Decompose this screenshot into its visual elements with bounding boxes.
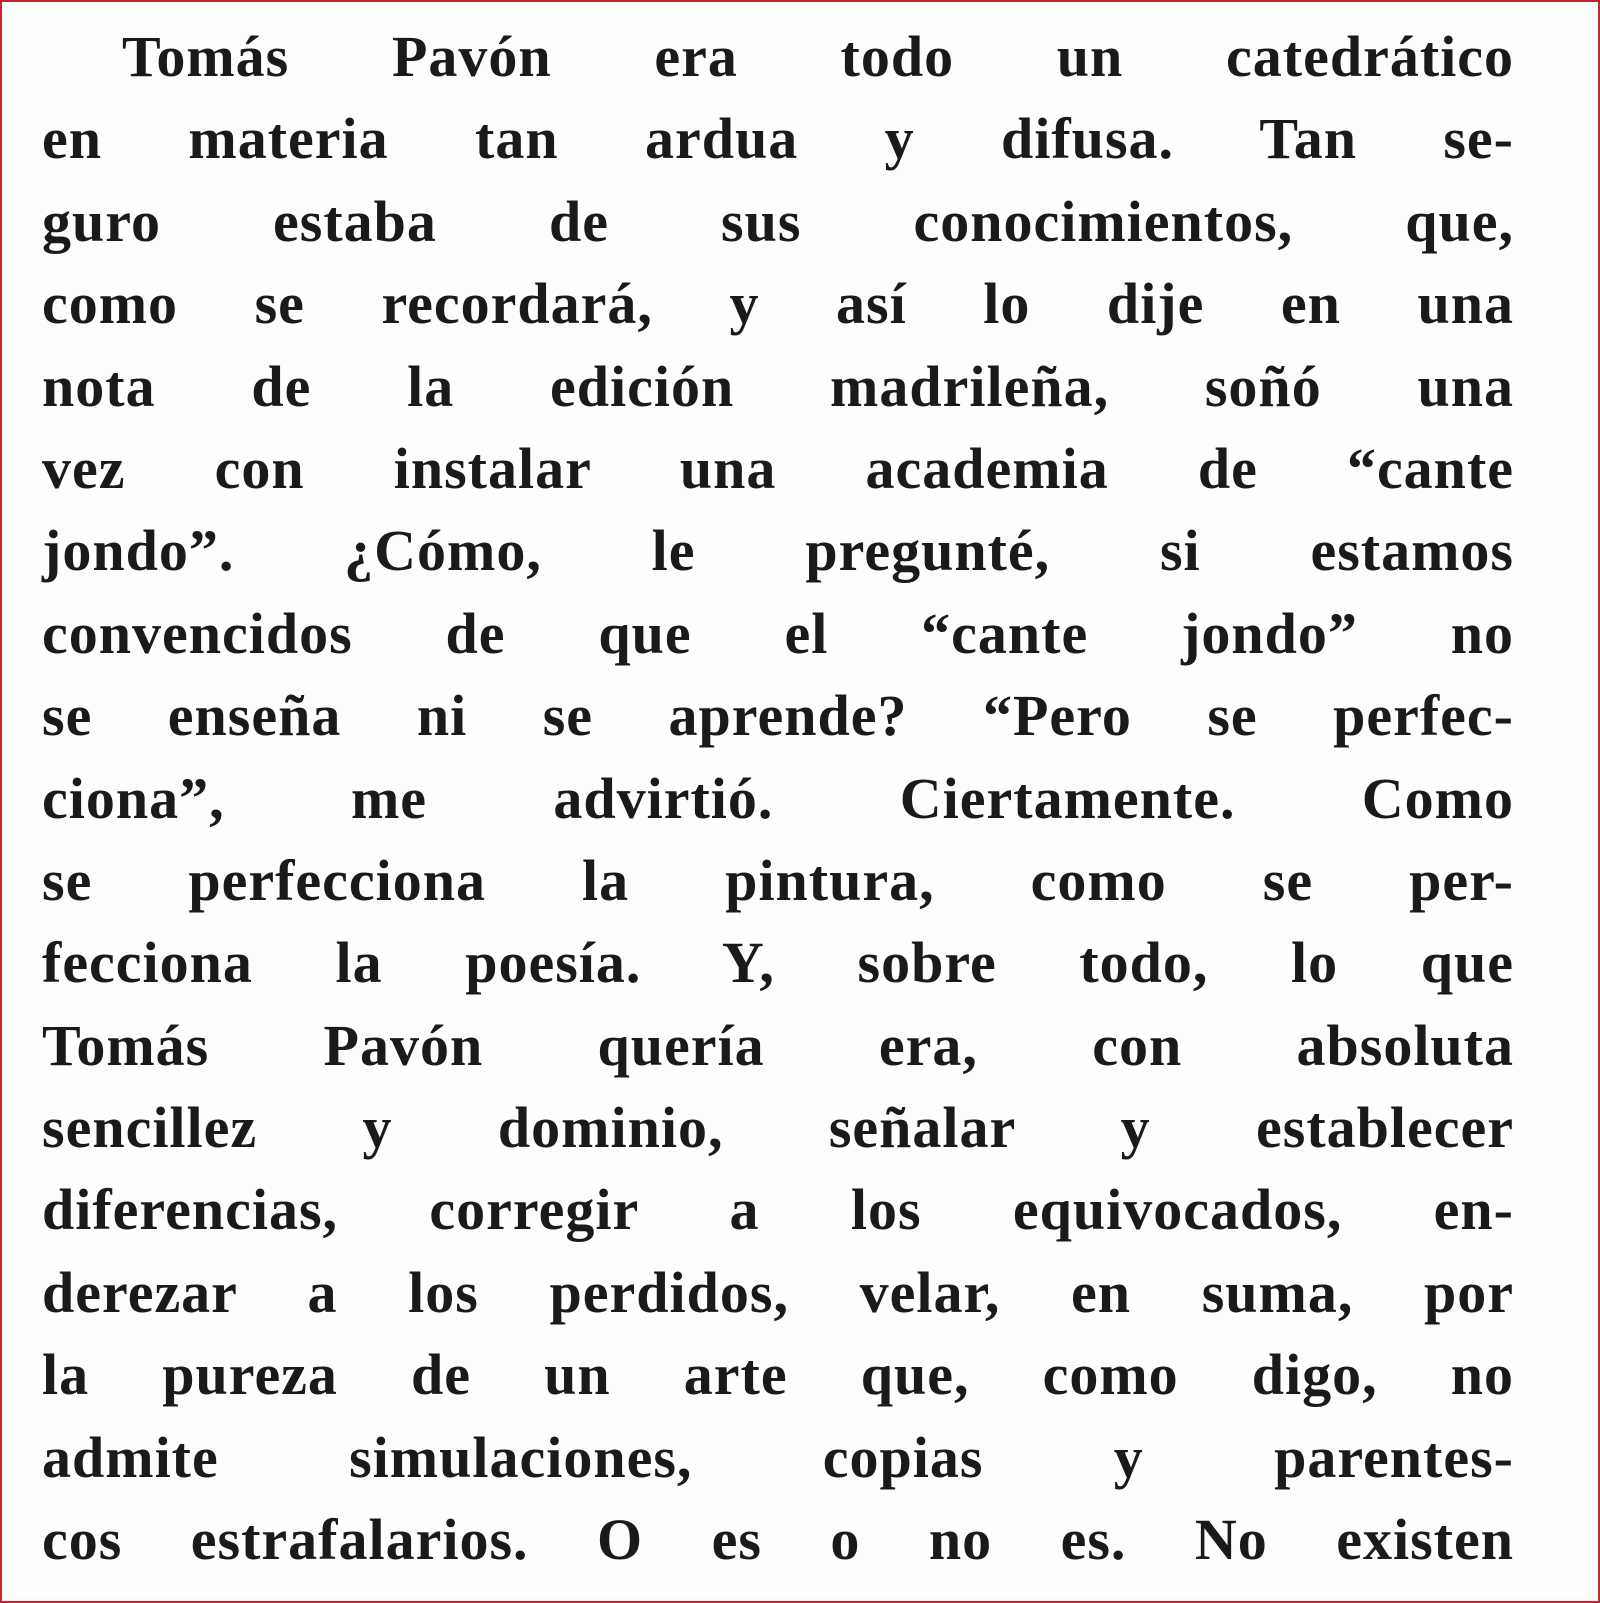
text-line: Tomás Pavón era todo un catedrático: [122, 24, 1514, 89]
text-line: derezar a los perdidos, velar, en suma, por: [42, 1259, 1514, 1325]
text-line: vez con instalar una academia de “cante: [42, 435, 1514, 501]
text-line: nota de la edición madrileña, soñó una: [42, 353, 1514, 419]
text-line: en materia tan ardua y difusa. Tan se-: [42, 106, 1514, 172]
text-line: se enseña ni se aprende? “Pero se perfec-: [42, 683, 1514, 749]
text-line: sencillez y dominio, señalar y establecer: [42, 1095, 1514, 1161]
text-line: admite simulaciones, copias y parentes-: [42, 1424, 1514, 1490]
text-line: como se recordará, y así lo dije en una: [42, 271, 1514, 337]
text-column: [42, 16, 1514, 1581]
text-line: jondo”. ¿Cómo, le pregunté, si estamos: [42, 518, 1514, 584]
text-line: se perfecciona la pintura, como se per-: [42, 847, 1514, 913]
text-line: convencidos de que el “cante jondo” no: [42, 600, 1514, 666]
text-line: cos estrafalarios. O es o no es. No existen: [42, 1507, 1514, 1573]
text-line: diferencias, corregir a los equivocados, en-: [42, 1177, 1514, 1243]
text-line: ciona”, me advirtió. Ciertamente. Como: [42, 765, 1514, 831]
text-line: fecciona la poesía. Y, sobre todo, lo que: [42, 930, 1514, 996]
text-line: guro estaba de sus conocimientos, que,: [42, 188, 1514, 254]
text-line: Tomás Pavón quería era, con absoluta: [42, 1012, 1514, 1078]
text-line: la pureza de un arte que, como digo, no: [42, 1342, 1514, 1408]
